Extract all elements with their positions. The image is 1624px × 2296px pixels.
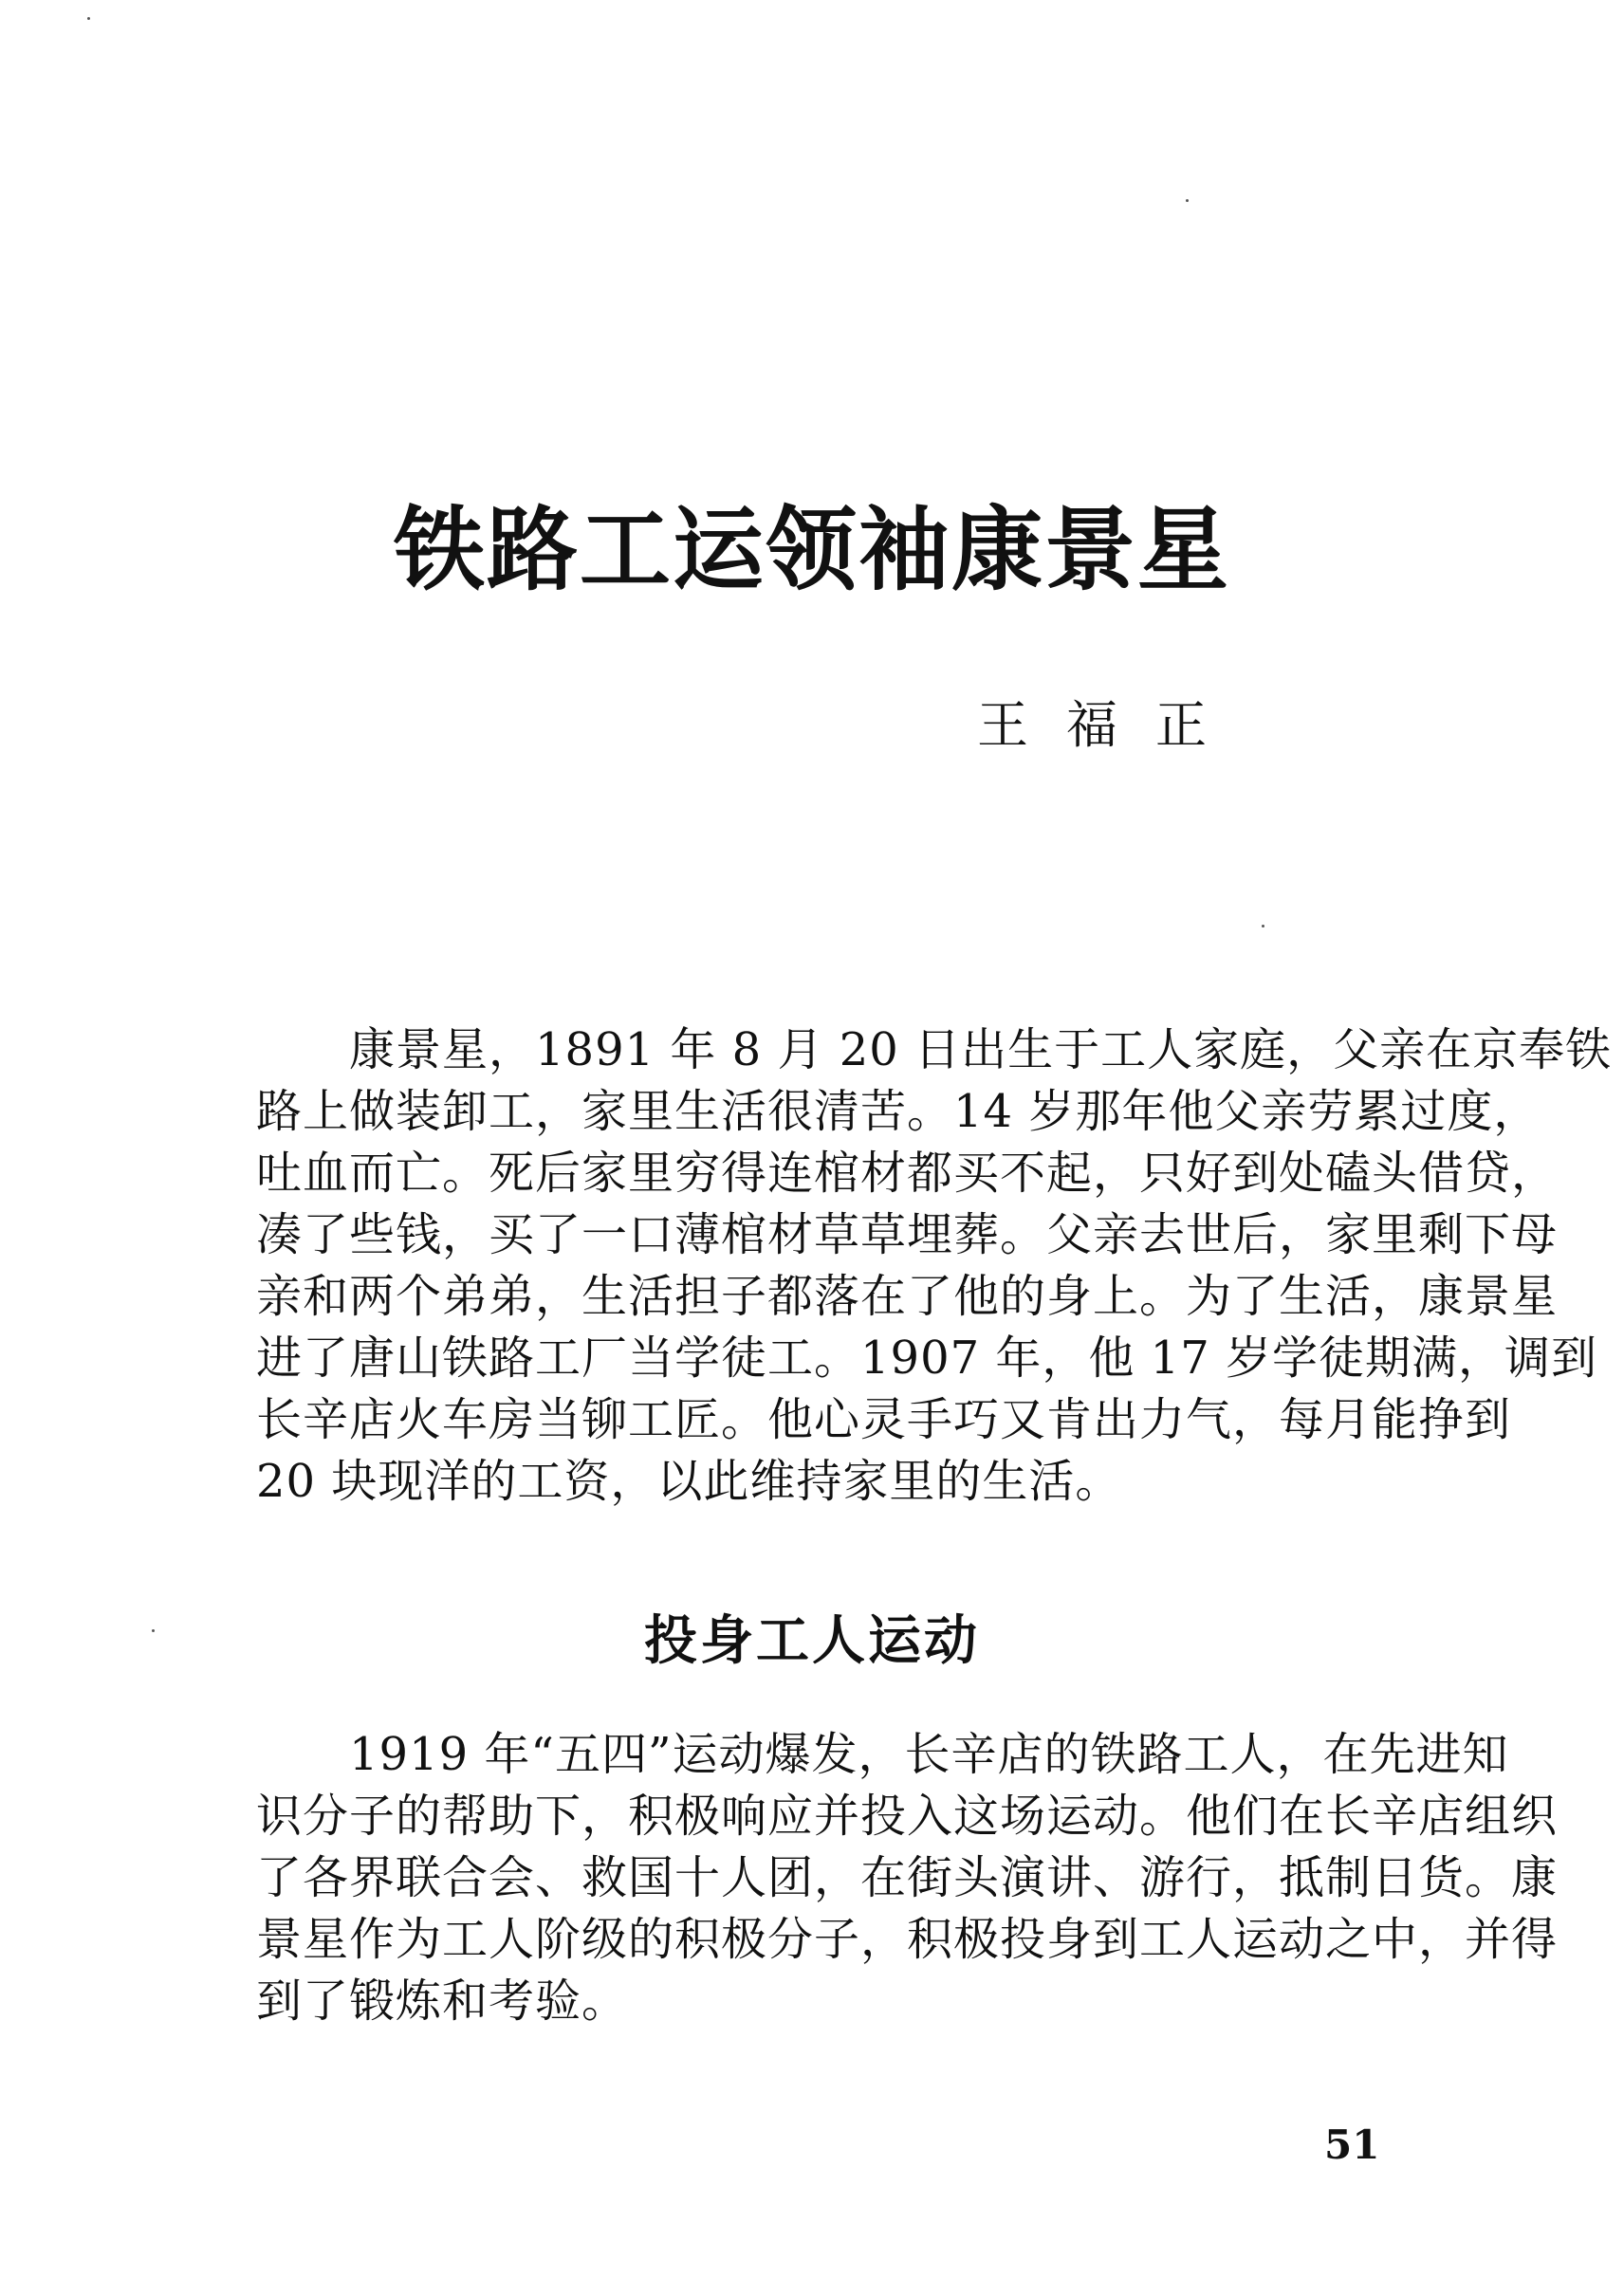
paragraph-line: 景星作为工人阶级的积极分子，积极投身到工人运动之中，并得 (256, 1913, 1559, 1966)
paragraph-line: 康景星，1891 年 8 月 20 日出生于工人家庭，父亲在京奉铁 (256, 1023, 1613, 1076)
scan-speck-2 (1186, 199, 1189, 202)
paragraph-line: 长辛店火车房当铆工匠。他心灵手巧又肯出力气，每月能挣到 (256, 1393, 1512, 1446)
page-number: 51 (1324, 2122, 1380, 2168)
author-name: 王福正 (977, 695, 1245, 755)
paragraph-line: 了各界联合会、救国十人团，在街头演讲、游行，抵制日货。康 (256, 1851, 1559, 1904)
paragraph-line: 凑了些钱，买了一口薄棺材草草埋葬。父亲去世后，家里剩下母 (256, 1208, 1559, 1261)
paragraph-intro (256, 1019, 1613, 1513)
paragraph-line: 吐血而亡。死后家里穷得连棺材都买不起，只好到处磕头借贷， (256, 1147, 1559, 1200)
section-heading: 投身工人运动 (644, 1609, 980, 1672)
scan-speck-1 (87, 17, 90, 20)
paragraph-line: 1919 年“五四”运动爆发，长辛店的铁路工人，在先进知 (256, 1728, 1509, 1781)
paragraph-line: 进了唐山铁路工厂当学徒工。1907 年，他 17 岁学徒期满，调到 (256, 1332, 1598, 1385)
scan-speck-3 (1262, 925, 1264, 928)
paragraph-movement (256, 1724, 1559, 2032)
article-title: 铁路工运领袖康景星 (394, 496, 1230, 603)
paragraph-line: 亲和两个弟弟，生活担子都落在了他的身上。为了生活，康景星 (256, 1270, 1559, 1323)
paragraph-line: 到了锻炼和考验。 (256, 1975, 629, 2028)
paragraph-line: 识分子的帮助下，积极响应并投入这场运动。他们在长辛店组织 (256, 1790, 1559, 1843)
paragraph-line: 路上做装卸工，家里生活很清苦。14 岁那年他父亲劳累过度， (256, 1085, 1541, 1138)
paragraph-line: 20 块现洋的工资，以此维持家里的生活。 (256, 1455, 1122, 1508)
